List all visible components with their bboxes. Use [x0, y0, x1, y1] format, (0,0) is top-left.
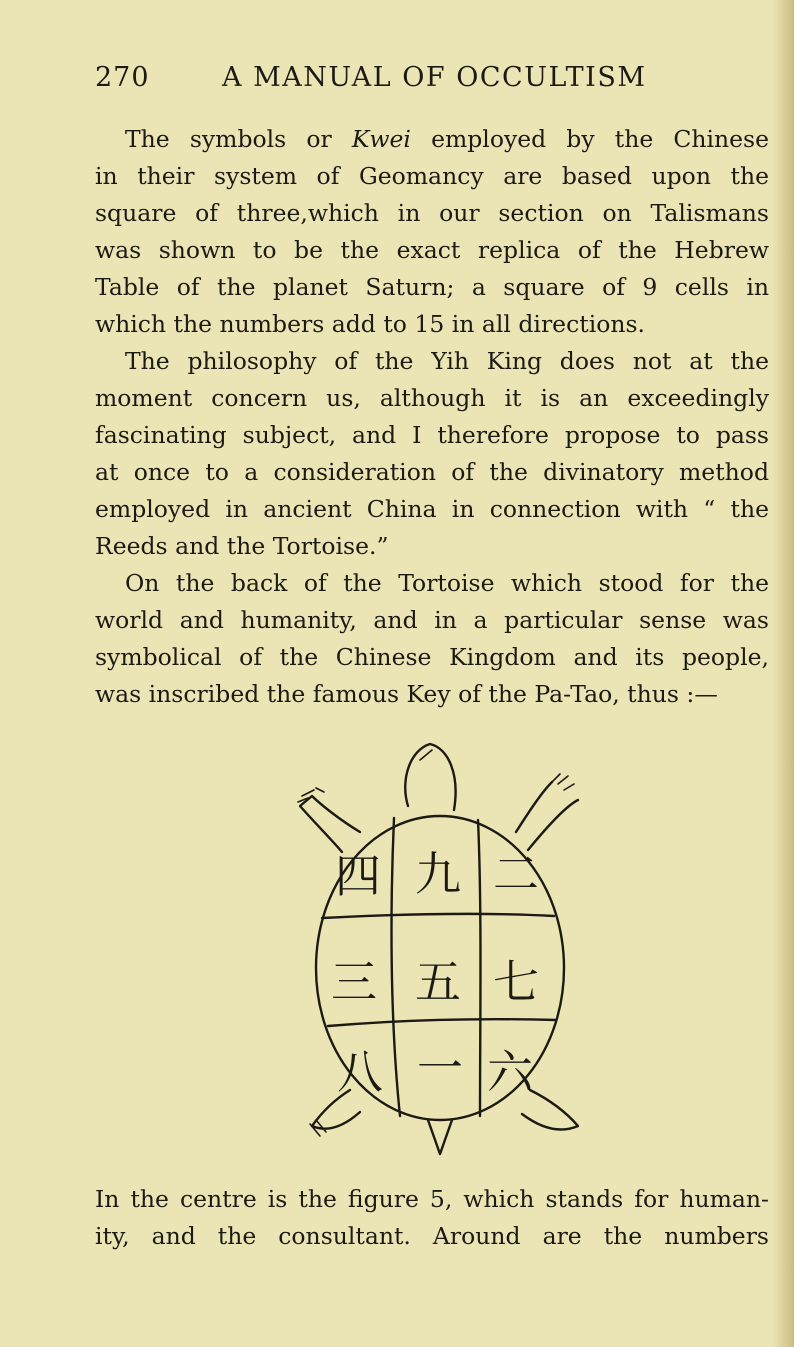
text-fragment: The symbols or — [125, 125, 352, 153]
text-line: Reeds and the Tortoise.” — [95, 532, 389, 560]
text-line: moment concern us, although it is an exceedingly — [95, 384, 769, 412]
text-line: symbolical of the Chinese Kingdom and its people, — [95, 643, 769, 671]
text-line: world and humanity, and in a particular sense was — [95, 606, 769, 634]
grid-cell: 九 — [415, 847, 461, 901]
text-line: employed in ancient China in connection with “ the — [95, 495, 769, 523]
grid-cell: 八 — [337, 1045, 383, 1099]
shell-grid-line — [478, 820, 481, 1116]
text-line: was inscribed the famous Key of the Pa-Tao, thus :— — [95, 680, 718, 708]
text-line: The philosophy of the Yih King does not at the — [125, 347, 769, 375]
text-line: Table of the planet Saturn; a square of 9 cells in — [95, 273, 769, 301]
shell-grid-line — [322, 914, 554, 918]
shell-grid-line — [328, 1019, 556, 1026]
tortoise-right-flipper — [516, 782, 578, 850]
body-text-upper — [95, 121, 769, 713]
paragraph-tortoise — [95, 565, 769, 713]
text-line — [95, 121, 769, 158]
text-line: fascinating subject, and I therefore propose to pass — [95, 421, 769, 449]
tortoise-tail — [428, 1120, 452, 1154]
page-number: 270 — [95, 62, 150, 93]
text-line: In the centre is the figure 5, which stands for human- — [95, 1185, 769, 1213]
text-line: which the numbers add to 15 in all directions. — [95, 310, 646, 338]
text-fragment: employed by the Chinese — [410, 125, 769, 153]
paragraph-yih-king — [95, 343, 769, 565]
text-line: at once to a consideration of the divinatory method — [95, 458, 769, 486]
shell-grid-line — [392, 818, 400, 1116]
paragraph-kwei — [95, 121, 769, 343]
grid-cell: 七 — [493, 955, 539, 1009]
grid-cell: 六 — [487, 1045, 533, 1099]
grid-cell: 五 — [415, 955, 461, 1009]
running-title: A MANUAL OF OCCULTISM — [222, 62, 647, 93]
grid-cell: 一 — [417, 1041, 463, 1095]
page-edge-shadow — [772, 0, 794, 1347]
text-line: in their system of Geomancy are based upon the — [95, 162, 769, 190]
tortoise-figure — [290, 740, 590, 1160]
text-line: ity, and the consultant. Around are the numbers — [95, 1222, 769, 1250]
tortoise-left-flipper — [300, 796, 360, 852]
grid-cell: 二 — [493, 847, 539, 901]
text-line: was shown to be the exact replica of the Hebrew — [95, 236, 769, 264]
body-text-lower — [95, 1181, 769, 1255]
tortoise-head — [405, 744, 455, 810]
tortoise-illustration — [290, 740, 590, 1160]
grid-cell: 三 — [331, 955, 377, 1009]
text-line: square of three,which in our section on Talismans — [95, 199, 769, 227]
running-header — [95, 62, 765, 102]
kwei-term: Kwei — [351, 125, 411, 153]
text-line: On the back of the Tortoise which stood for the — [125, 569, 769, 597]
grid-cell: 四 — [335, 849, 381, 903]
